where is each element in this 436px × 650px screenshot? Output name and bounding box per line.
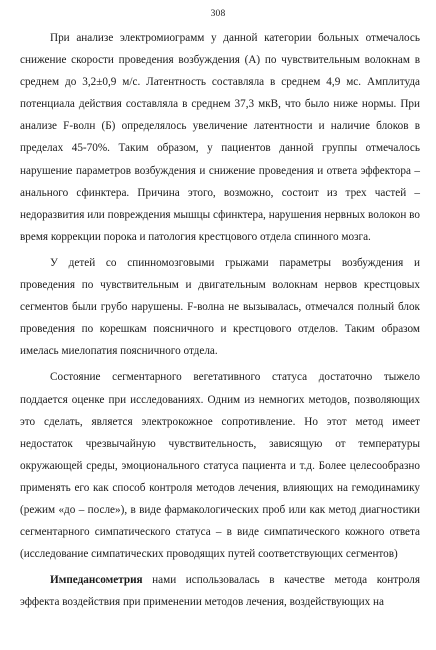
term-impedancemetry: Импедансометрия [50, 574, 143, 587]
document-body [20, 27, 420, 613]
page-number: 308 [210, 9, 226, 19]
paragraph-emg-analysis: При анализе электромиограмм у данной категории больных отмечалось снижение скорости проведения возбуждения (А) по чувствительным волокнам в среднем до 3,2±0,9 м/с. Латентность составляла в среднем 4,9 мс. Амплитуда потенциала действия составляла в среднем 37,3 мкВ, что было ниже нормы. При анализе F-волн (Б) определялось увеличение латентности и наличие блоков в пределах 45-70%. Таким образом, у пациентов данной группы отмечалось нарушение параметров возбуждения и снижение проведения и ответа эффектора – анального сфинктера. Причина этого, возможно, состоит из трех частей – недоразвития или повреждения мышцы сфинктера, нарушения нервных волокон во время коррекции порока и патология крестцового отдела спинного мозга. [20, 32, 420, 243]
paragraph-spinal-hernia: У детей со спинномозговыми грыжами параметры возбуждения и проведения по чувствительным и двигательным волокнам нервов крестцовых сегментов были грубо нарушены. F-волна не вызывалась, отмечался полный блок проведения по корешкам поясничного и крестцового отделов. Таким образом имелась миелопатия поясничного отдела. [20, 256, 420, 358]
paragraph-vegetative-status: Состояние сегментарного вегетативного статуса достаточно тыжело поддается оценке при исследованиях. Одним из немногих методов, позволяющих это сделать, является электрокожное сопротивление. Но этот метод имеет недостаток чрезвычайную чувствительность, зависящую от температуры окружающей среды, эмоционального статуса пациента и т.д. Более целесообразно применять его как способ контроля методов лечения, влияющих на гемодинамику (режим «до – после»), в виде фармакологических проб или как метод диагностики сегментарного симпатического статуса – в виде симпатического кожного ответа (исследование симпатических проводящих путей соответствующих сегментов) [20, 371, 420, 561]
paragraph-impedancemetry [20, 569, 420, 613]
paragraph-impedancemetry-text: нами использовалась в качестве метода контроля эффекта воздействия при применении методов лечения, воздействующих на [20, 574, 420, 609]
